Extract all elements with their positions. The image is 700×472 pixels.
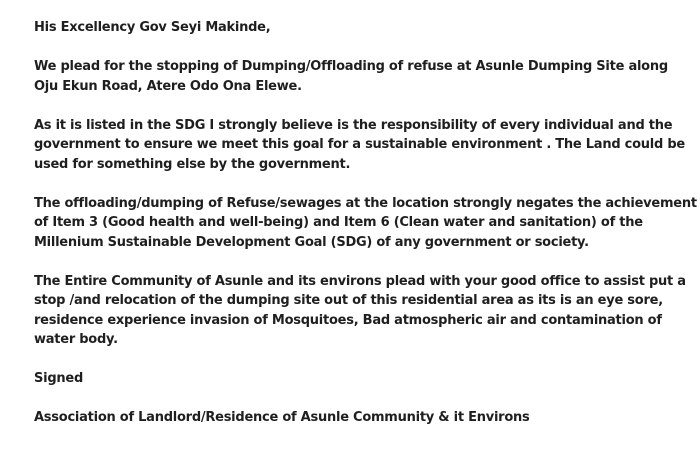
letter-paragraph-sdg — [34, 116, 685, 175]
paragraph-line: stop /and relocation of the dumping site out of this residential area as its is an eye sore, — [34, 293, 663, 308]
paragraph-line: of Item 3 (Good health and well-being) and Item 6 (Clean water and sanitation) of the — [34, 215, 643, 230]
letter-paragraph-plea — [34, 57, 674, 96]
paragraph-line: water body. — [34, 332, 118, 347]
paragraph-line: residence experience invasion of Mosquitoes, Bad atmospheric air and contamination of — [34, 312, 662, 328]
letter-signatory — [34, 408, 674, 428]
paragraph-line: Millenium Sustainable Development Goal (SDG) of any government or society. — [34, 234, 589, 250]
letter-salutation — [34, 18, 674, 38]
letter-signed-label — [34, 369, 674, 389]
letter-paragraph-community — [34, 272, 686, 350]
salutation-line: His Excellency Gov Seyi Makinde, — [34, 20, 271, 35]
paragraph-line: Oju Ekun Road, Atere Odo Ona Elewe. — [34, 78, 302, 94]
letter-document — [34, 18, 697, 447]
paragraph-line: used for something else by the government. — [34, 156, 351, 172]
signed-label: Signed — [34, 371, 84, 386]
letter-paragraph-impact — [34, 194, 697, 253]
paragraph-line: As it is listed in the SDG I strongly believe is the responsibility of every individual and the — [34, 117, 673, 133]
signatory-name: Association of Landlord/Residence of Asunle Community & it Environs — [34, 410, 530, 425]
paragraph-line: We plead for the stopping of Dumping/Offloading of refuse at Asunle Dumping Site along — [34, 59, 668, 74]
paragraph-line: The Entire Community of Asunle and its environs plead with your good office to assist put a — [34, 273, 686, 289]
paragraph-line: The offloading/dumping of Refuse/sewages at the location strongly negates the achievement — [34, 195, 697, 211]
paragraph-line: government to ensure we meet this goal for a sustainable environment . The Land could be — [34, 137, 685, 152]
